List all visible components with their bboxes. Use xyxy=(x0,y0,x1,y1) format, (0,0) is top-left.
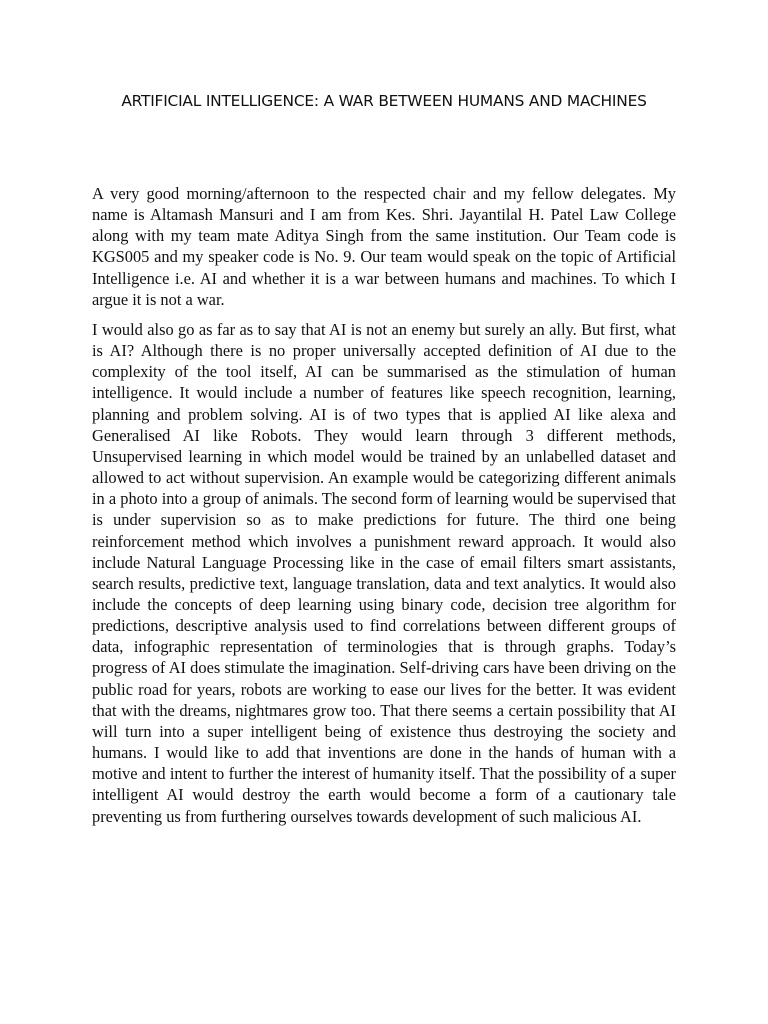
paragraph-intro: A very good morning/afternoon to the respected chair and my fellow delegates. My name is Altamash Mansuri and I am from Kes. Shri. Jayantilal H. Patel Law College along with my team mate Aditya Singh from the same institution. Our Team code is KGS005 and my speaker code is No. 9. Our team would speak on the topic of Artificial Intelligence i.e. AI and whether it is a war between humans and machines. To which I argue it is not a war. xyxy=(92,184,676,309)
paragraph-main: I would also go as far as to say that AI is not an enemy but surely an ally. But first, what is AI? Although there is no proper universally accepted definition of AI due to the complexity of the tool itself, AI can be summarised as the stimulation of human intelligence. It would include a number of features like speech recognition, learning, planning and problem solving. AI is of two types that is applied AI like alexa and Generalised AI like Robots. They would learn through 3 different methods, Unsupervised learning in which model would be trained by an unlabelled dataset and allowed to act without supervision. An example would be categorizing different animals in a photo into a group of animals. The second form of learning would be supervised that is under supervision so as to make predictions for future. The third one being reinforcement method which involves a punishment reward approach. It would also include Natural Language Processing like in the case of email filters smart assistants, search results, predictive text, language translation, data and text analytics. It would also include the concepts of deep learning using binary code, decision tree algorithm for predictions, descriptive analysis used to find correlations between different groups of data, infographic representation of terminologies that is through graphs. Today’s progress of AI does stimulate the imagination. Self-driving cars have been driving on the public road for years, robots are working to ease our lives for the better. It was evident that with the dreams, nightmares grow too. That there seems a certain possibility that AI will turn into a super intelligent being of existence thus destroying the society and humans. I would like to add that inventions are done in the hands of human with a motive and intent to further the interest of humanity itself. That the possibility of a super intelligent AI would destroy the earth would become a form of a cautionary tale preventing us from furthering ourselves towards development of such malicious AI. xyxy=(92,319,676,826)
document-title: ARTIFICIAL INTELLIGENCE: A WAR BETWEEN HUMANS AND MACHINES xyxy=(121,92,647,110)
document-body xyxy=(92,183,676,827)
